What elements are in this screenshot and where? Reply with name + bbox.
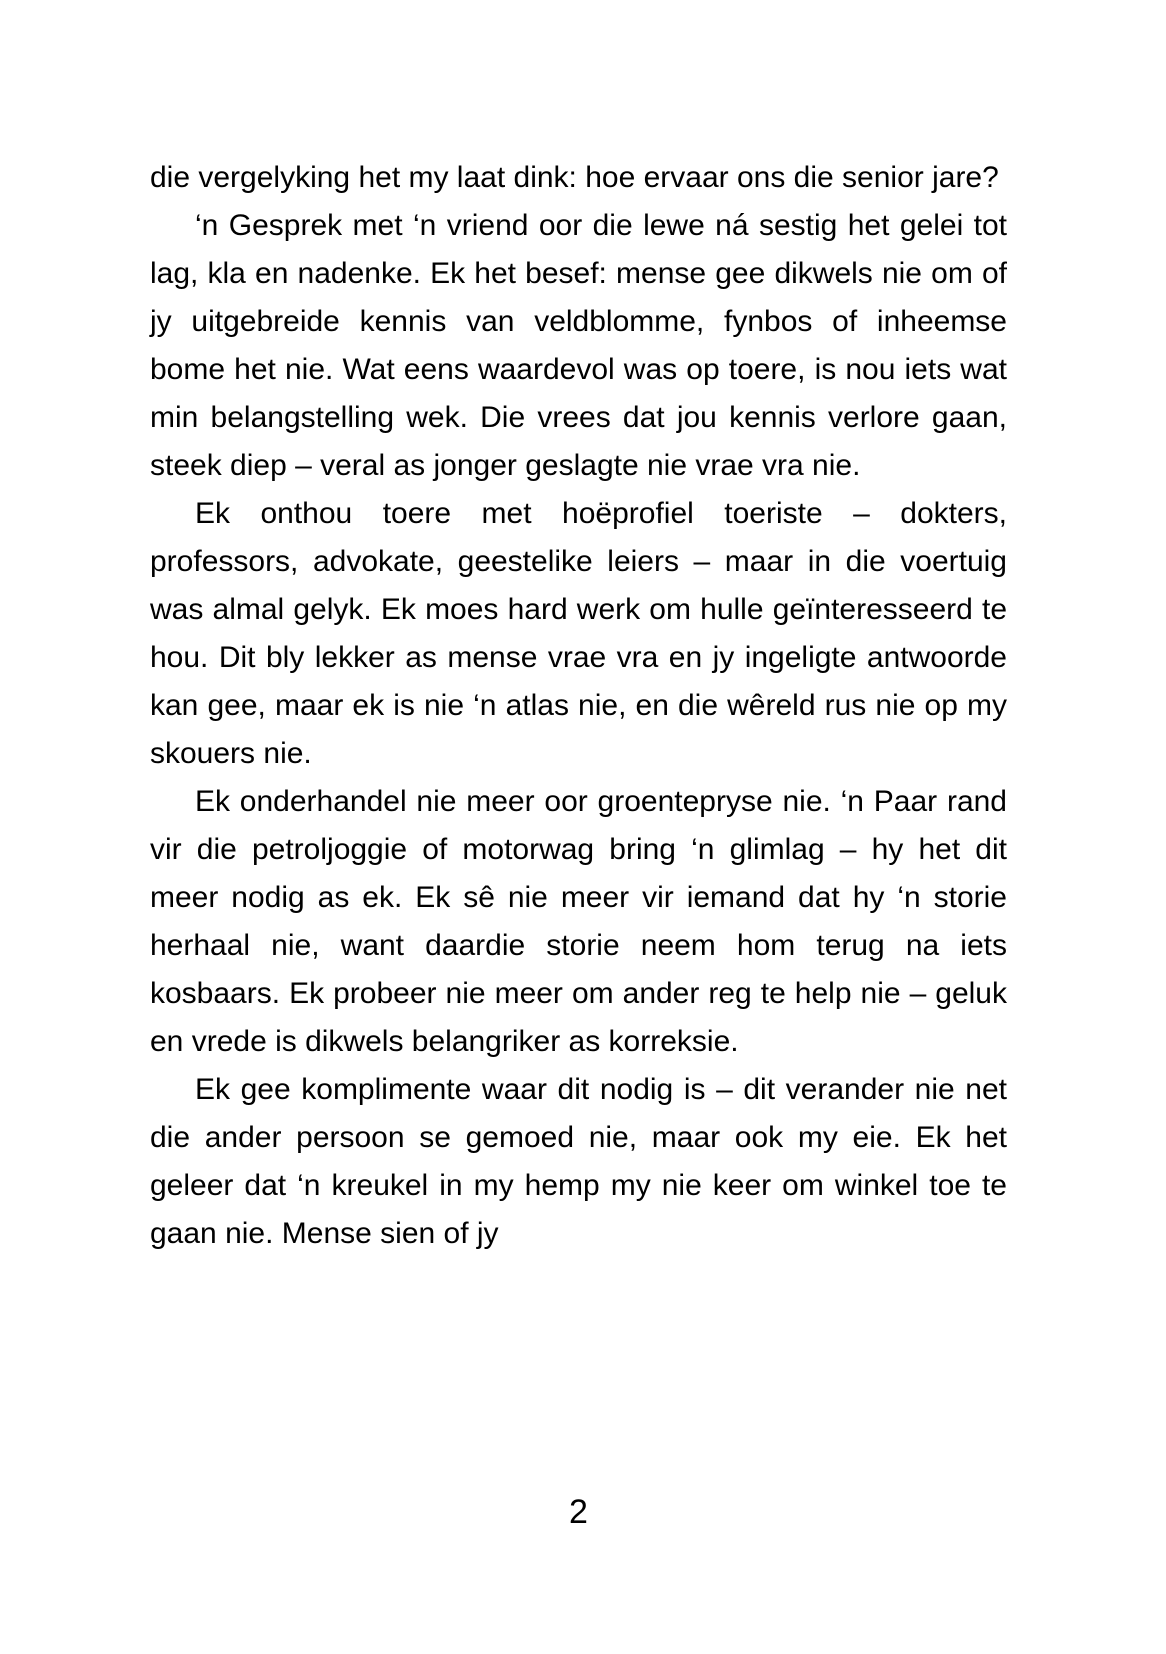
body-paragraph: ‘n Gesprek met ‘n vriend oor die lewe ná sestig het gelei tot lag, kla en nadenke. Ek het besef: mense gee dikwels nie om of jy uitgebreide kennis van veldblomme, fynbos of inheemse bome het nie. Wat eens waardevol was op toere, is nou iets wat min belangstelling wek. Die vrees dat jou kennis verlore gaan, steek diep – veral as jonger geslagte nie vrae vra nie. (150, 209, 1007, 482)
body-paragraph: Ek gee komplimente waar dit nodig is – dit verander nie net die ander persoon se gemoed nie, maar ook my eie. Ek het geleer dat ‘n kreukel in my hemp my nie keer om winkel toe te gaan nie. Mense sien of jy (150, 1073, 1007, 1250)
body-paragraph: Ek onderhandel nie meer oor groentepryse nie. ‘n Paar rand vir die petroljoggie of motorwag bring ‘n glimlag – hy het dit meer nodig as ek. Ek sê nie meer vir iemand dat hy ‘n storie herhaal nie, want daardie storie neem hom terug na iets kosbaars. Ek probeer nie meer om ander reg te help nie – geluk en vrede is dikwels belangriker as korreksie. (150, 785, 1007, 1058)
body-paragraph: die vergelyking het my laat dink: hoe ervaar ons die senior jare? (150, 161, 999, 194)
page-number: 2 (569, 1493, 588, 1531)
body-paragraph: Ek onthou toere met hoëprofiel toeriste – dokters, professors, advokate, geestelike leiers – maar in die voertuig was almal gelyk. Ek moes hard werk om hulle geïnteresseerd te hou. Dit bly lekker as mense vrae vra en jy ingeligte antwoorde kan gee, maar ek is nie ‘n atlas nie, en die wêreld rus nie op my skouers nie. (150, 497, 1007, 770)
body-text (150, 154, 1007, 1258)
